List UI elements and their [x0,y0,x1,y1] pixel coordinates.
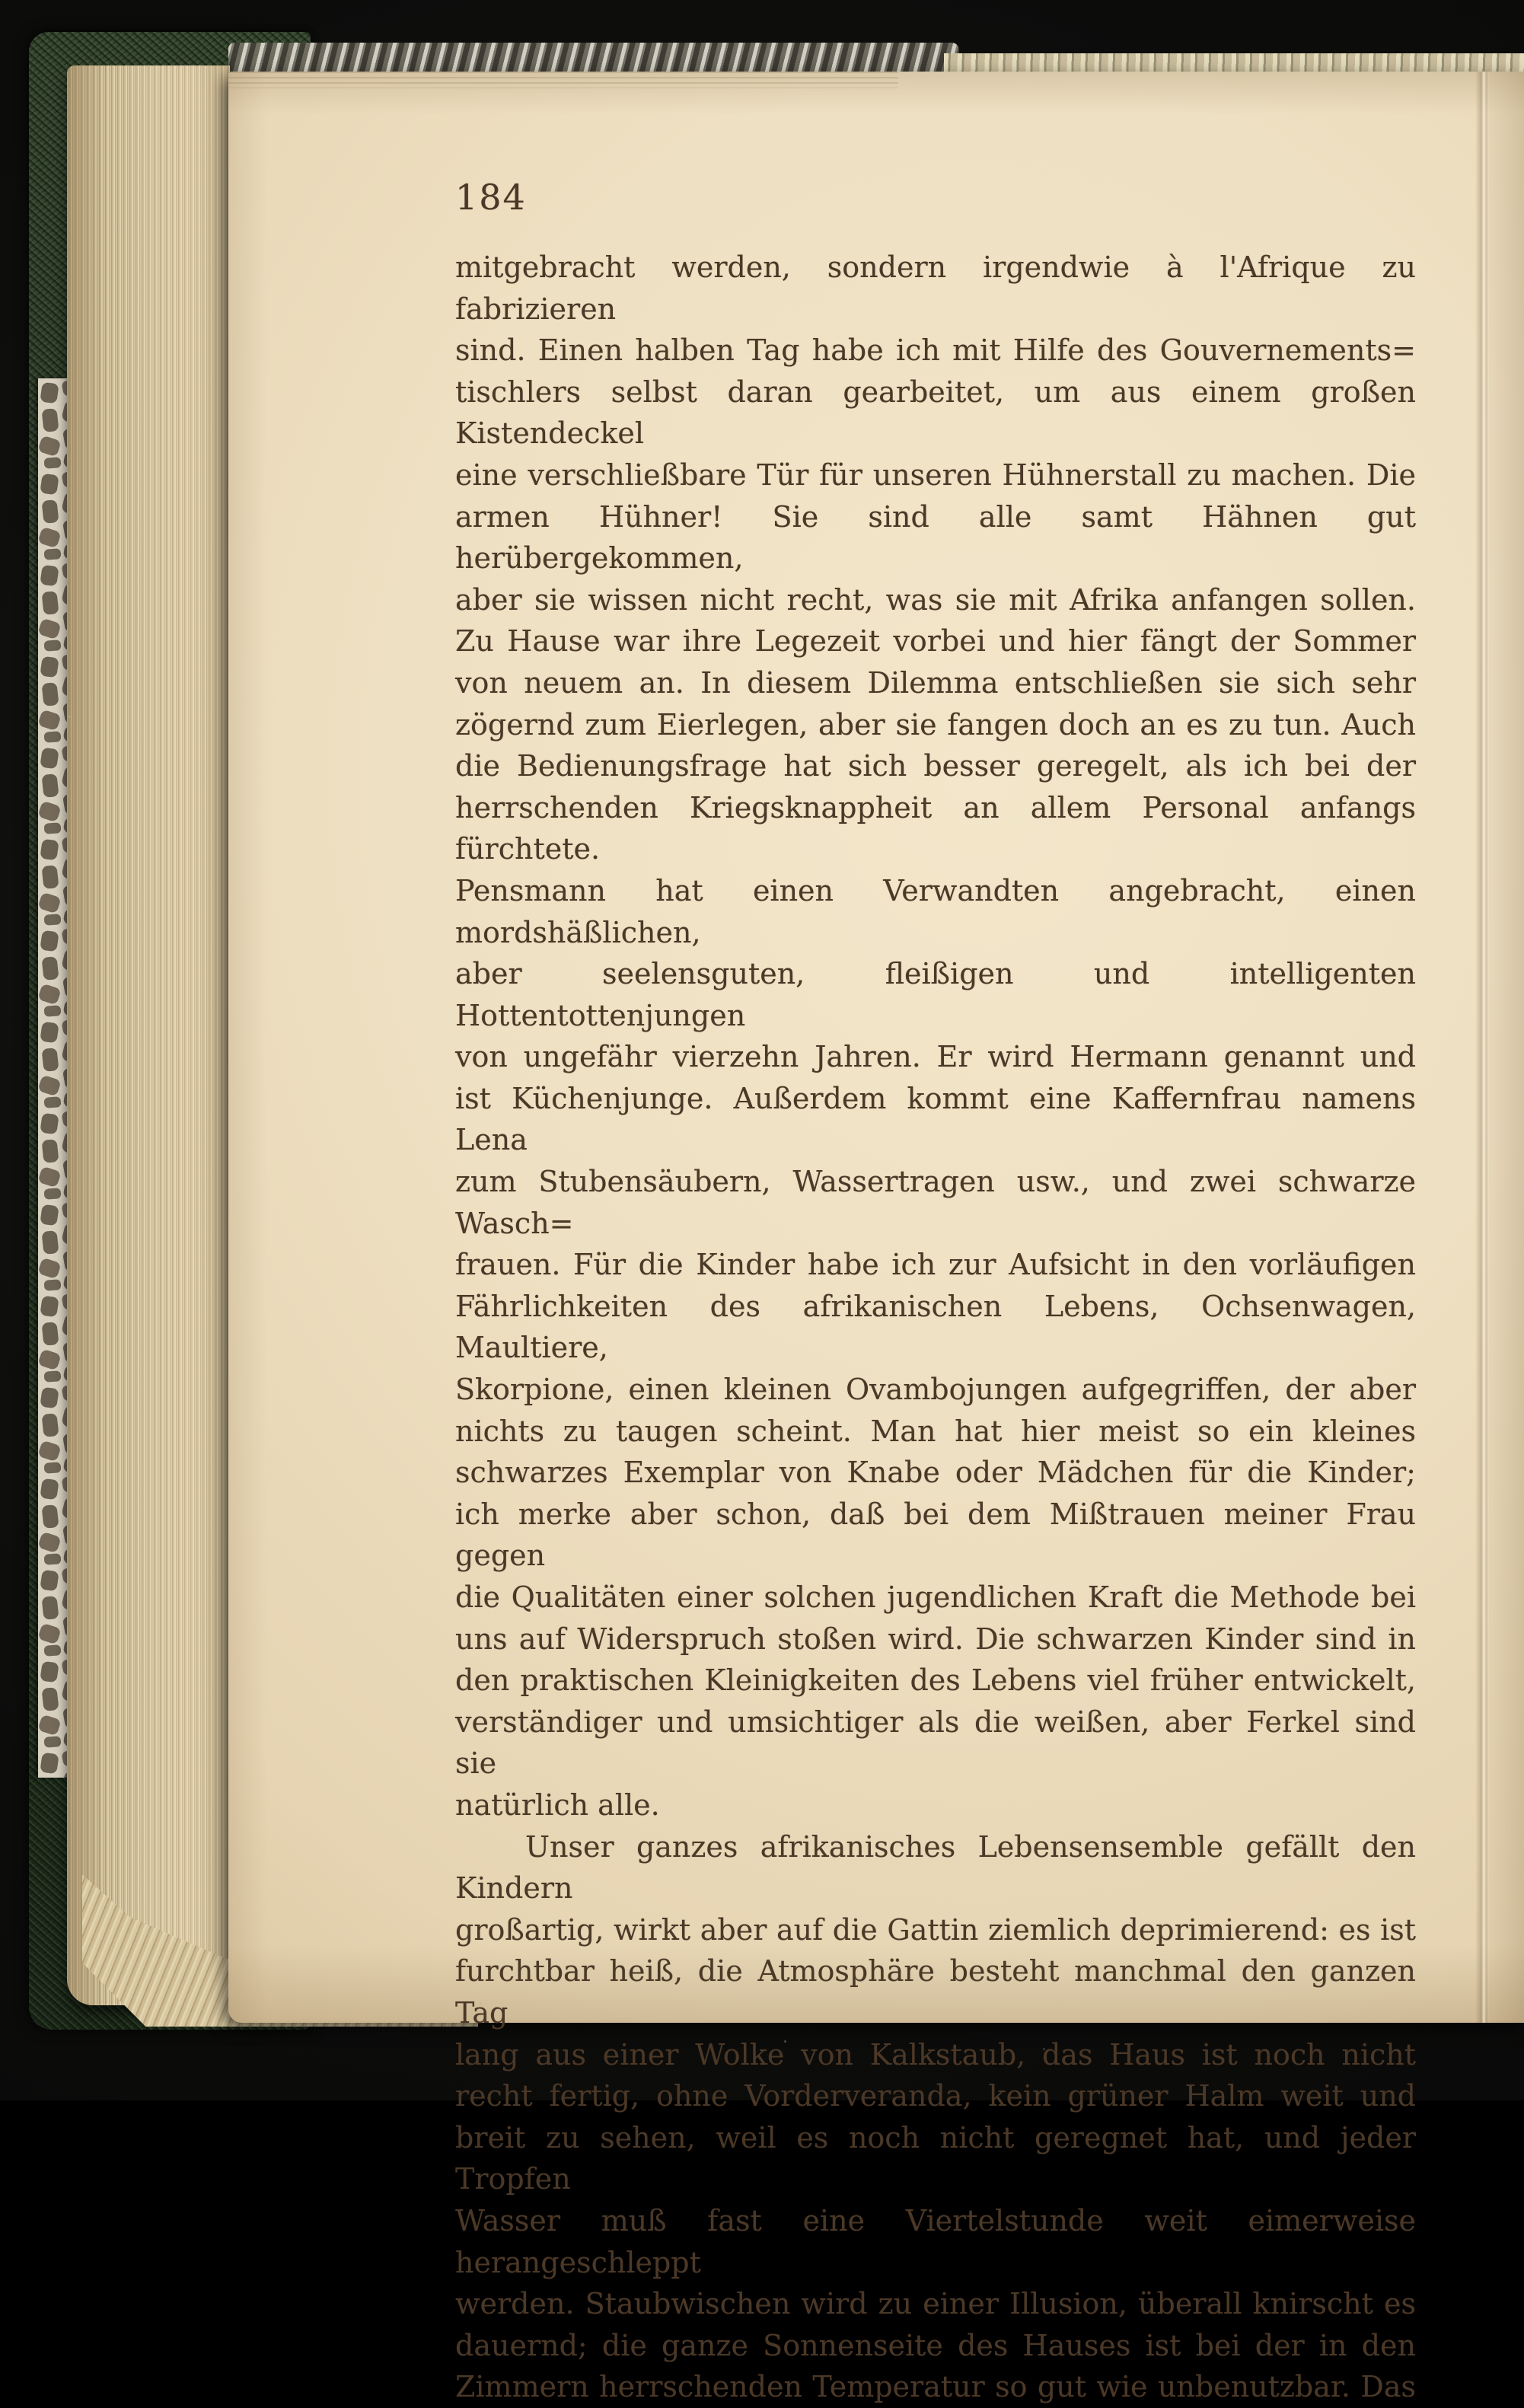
page-text-block [455,247,1416,2408]
text-line: großartig, wirkt aber auf die Gattin ziemlich deprimierend: es ist [455,1912,1416,1947]
text-line: armen Hühner! Sie sind alle samt Hähnen gut herübergekommen, [455,499,1416,576]
text-line: zum Stubensäubern, Wassertragen usw., und zwei schwarze Wasch= [455,1165,1416,1240]
text-line: Zimmern herrschenden Temperatur so gut wie unbenutzbar. Das [455,2370,1416,2404]
text-line: natürlich alle. [455,1788,660,1822]
text-line: schwarzes Exemplar von Knabe oder Mädchen für die Kinder; [455,1456,1416,1490]
text-line: herrschenden Kriegsknappheit an allem Personal anfangs fürchtete. [455,790,1416,866]
text-line: Wasser muß fast eine Viertelstunde weit eimerweise herangeschleppt [455,2203,1416,2279]
page-number: 184 [455,177,527,218]
gutter-shade [1489,72,1524,2023]
text-line: die Qualitäten einer solchen jugendlichen Kraft die Methode bei [455,1580,1416,1614]
text-line: mitgebracht werden, sondern irgendwie à l'Afrique zu fabrizieren [455,250,1416,326]
page-fore-edges [67,65,230,2005]
text-line: nichts zu taugen scheint. Man hat hier meist so ein kleines [455,1414,1416,1448]
text-line: uns auf Widerspruch stoßen wird. Die schwarzen Kinder sind in [455,1622,1416,1656]
text-line: sind. Einen halben Tag habe ich mit Hilfe des Gouvernements= [455,333,1416,368]
text-line: werden. Staubwischen wird zu einer Illusion, überall knirscht es [455,2287,1416,2321]
text-line: dauernd; die ganze Sonnenseite des Hauses ist bei der in den [455,2328,1416,2362]
text-line: aber sie wissen nicht recht, was sie mit Afrika anfangen sollen. [455,582,1416,617]
text-line: Zu Hause war ihre Legezeit vorbei und hier fängt der Sommer [455,624,1416,659]
text-line: die Bedienungsfrage hat sich besser geregelt, als ich bei der [455,749,1416,783]
text-line: lang aus einer Wolke von Kalkstaub, das Haus ist noch nicht [455,2037,1416,2072]
text-line: Unser ganzes afrikanisches Lebensensemble gefällt den Kindern [455,1829,1416,1906]
page-top-edge-lines [228,72,898,88]
text-line: tischlers selbst daran gearbeitet, um aus einem großen Kistendeckel [455,375,1416,451]
text-line: furchtbar heiß, die Atmosphäre besteht manchmal den ganzen Tag [455,1954,1416,2030]
book-page [228,72,1524,2404]
text-line: eine verschließbare Tür für unseren Hühnerstall zu machen. Die [455,458,1416,492]
text-line: recht fertig, ohne Vorderveranda, kein grüner Halm weit und [455,2079,1416,2113]
text-line: frauen. Für die Kinder habe ich zur Aufsicht in den vorläufigen [455,1248,1416,1282]
text-line: verständiger und umsichtiger als die weißen, aber Ferkel sind sie [455,1705,1416,1781]
text-line: Pensmann hat einen Verwandten angebracht, einen mordshäßlichen, [455,873,1416,949]
text-line: den praktischen Kleinigkeiten des Lebens viel früher entwickelt, [455,1663,1416,1698]
text-line: aber seelensguten, fleißigen und intelligenten Hottentottenjungen [455,957,1416,1032]
text-line: von neuem an. In diesem Dilemma entschließen sie sich sehr [455,665,1416,700]
text-line: Fährlichkeiten des afrikanischen Lebens, Ochsenwagen, Maultiere, [455,1289,1416,1365]
text-line: Skorpione, einen kleinen Ovambojungen aufgegriffen, der aber [455,1373,1416,1407]
text-line: breit zu sehen, weil es noch nicht geregnet hat, und jeder Tropfen [455,2120,1416,2196]
gutter-crease [1475,72,1489,2023]
text-line: ist Küchenjunge. Außerdem kommt eine Kaffernfrau namens Lena [455,1081,1416,1157]
dust-specks [114,228,116,231]
headband-stitching [228,43,959,72]
text-line: zögernd zum Eierlegen, aber sie fangen doch an es zu tun. Auch [455,707,1416,742]
text-line: von ungefähr vierzehn Jahren. Er wird Hermann genannt und [455,1040,1416,1074]
text-line: ich merke aber schon, daß bei dem Mißtrauen meiner Frau gegen [455,1497,1416,1573]
